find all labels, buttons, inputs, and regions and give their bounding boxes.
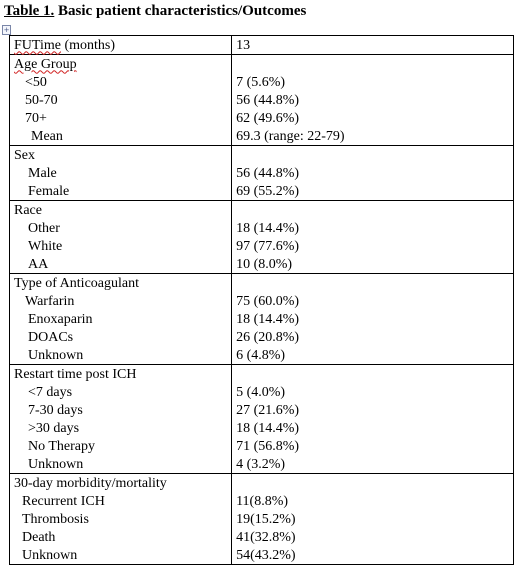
row-label: 50-70	[25, 92, 58, 108]
table-row	[10, 164, 514, 182]
row-value: 41(32.8%)	[232, 528, 514, 546]
table-row	[10, 292, 514, 310]
table-move-handle-icon[interactable]: +	[3, 26, 10, 34]
table-row	[10, 219, 514, 237]
table-row	[10, 73, 514, 91]
row-label: Warfarin	[25, 293, 75, 309]
row-label-cell	[10, 127, 232, 146]
empty-cell	[232, 365, 514, 384]
row-value: 56 (44.8%)	[232, 164, 514, 182]
row-label: No Therapy	[28, 438, 95, 454]
row-value: 56 (44.8%)	[232, 91, 514, 109]
row-label-cell	[10, 164, 232, 182]
empty-cell	[232, 146, 514, 165]
table-row	[10, 36, 514, 55]
table-row	[10, 255, 514, 274]
row-label: 70+	[25, 110, 47, 126]
table-row	[10, 328, 514, 346]
table-row	[10, 237, 514, 255]
section-header-row	[10, 55, 514, 74]
row-label-cell	[10, 255, 232, 274]
table-row	[10, 546, 514, 565]
row-value: 62 (49.6%)	[232, 109, 514, 127]
table-row	[10, 492, 514, 510]
empty-cell	[232, 55, 514, 74]
row-label-cell	[10, 383, 232, 401]
row-label-cell	[10, 510, 232, 528]
table-row	[10, 437, 514, 455]
row-label: Unknown	[28, 347, 84, 363]
row-label-cell	[10, 91, 232, 109]
row-label: Female	[28, 183, 70, 199]
row-label-cell	[10, 292, 232, 310]
table-row	[10, 510, 514, 528]
futime-label-a: FUTime	[14, 37, 61, 53]
race-header: Race	[10, 201, 232, 220]
table-row	[10, 528, 514, 546]
empty-cell	[232, 201, 514, 220]
futime-label	[10, 36, 232, 55]
row-value: 18 (14.4%)	[232, 219, 514, 237]
table-title	[4, 3, 306, 20]
row-value: 97 (77.6%)	[232, 237, 514, 255]
row-value: 5 (4.0%)	[232, 383, 514, 401]
row-value: 11(8.8%)	[232, 492, 514, 510]
restart-header: Restart time post ICH	[10, 365, 232, 384]
row-value: 6 (4.8%)	[232, 346, 514, 365]
row-label-cell	[10, 328, 232, 346]
sex-header: Sex	[10, 146, 232, 165]
age-group-header	[10, 55, 232, 74]
row-label: <50	[25, 74, 47, 90]
row-label-cell	[10, 346, 232, 365]
row-value: 54(43.2%)	[232, 546, 514, 565]
row-label-cell	[10, 73, 232, 91]
row-label-cell	[10, 492, 232, 510]
table-row	[10, 109, 514, 127]
row-label: Enoxaparin	[28, 311, 93, 327]
age-group-header-text: Age Group	[14, 56, 77, 72]
row-label-cell	[10, 310, 232, 328]
row-label-cell	[10, 237, 232, 255]
row-label: DOACs	[28, 329, 74, 345]
row-label-cell	[10, 419, 232, 437]
row-label: 7-30 days	[28, 402, 83, 418]
table-row	[10, 419, 514, 437]
table-row	[10, 182, 514, 201]
row-label: Death	[22, 529, 56, 545]
row-label-cell	[10, 182, 232, 201]
row-value: 7 (5.6%)	[232, 73, 514, 91]
row-label: Recurrent ICH	[22, 493, 105, 509]
row-label: Other	[28, 220, 60, 236]
table-row	[10, 127, 514, 146]
empty-cell	[232, 274, 514, 293]
row-value: 19(15.2%)	[232, 510, 514, 528]
anticoagulant-header: Type of Anticoagulant	[10, 274, 232, 293]
patient-characteristics-table	[9, 35, 514, 565]
row-label-cell	[10, 528, 232, 546]
row-value: 69 (55.2%)	[232, 182, 514, 201]
row-value: 4 (3.2%)	[232, 455, 514, 474]
row-label: Mean	[31, 128, 63, 144]
row-label: AA	[28, 256, 49, 272]
futime-value: 13	[232, 36, 514, 55]
row-label: <7 days	[28, 384, 73, 400]
section-header-row	[10, 146, 514, 165]
table-row	[10, 346, 514, 365]
section-header-row	[10, 274, 514, 293]
futime-label-b: (months)	[60, 37, 116, 53]
row-label: Male	[28, 165, 57, 181]
section-header-row	[10, 474, 514, 493]
section-header-row	[10, 365, 514, 384]
table-number: Table 1.	[4, 3, 55, 19]
outcomes-header: 30-day morbidity/mortality	[10, 474, 232, 493]
row-label-cell	[10, 109, 232, 127]
row-label: Unknown	[22, 547, 78, 563]
row-value: 69.3 (range: 22-79)	[232, 127, 514, 146]
table-caption: Basic patient characteristics/Outcomes	[54, 3, 307, 19]
table-row	[10, 310, 514, 328]
row-label-cell	[10, 455, 232, 474]
row-value: 26 (20.8%)	[232, 328, 514, 346]
empty-cell	[232, 474, 514, 493]
row-value: 18 (14.4%)	[232, 310, 514, 328]
table-row	[10, 383, 514, 401]
row-label-cell	[10, 219, 232, 237]
row-value: 75 (60.0%)	[232, 292, 514, 310]
table-row	[10, 401, 514, 419]
row-label-cell	[10, 401, 232, 419]
row-label-cell	[10, 437, 232, 455]
row-value: 18 (14.4%)	[232, 419, 514, 437]
row-label: White	[28, 238, 63, 254]
row-label-cell	[10, 546, 232, 565]
row-value: 10 (8.0%)	[232, 255, 514, 274]
row-label: Unknown	[28, 456, 84, 472]
row-value: 71 (56.8%)	[232, 437, 514, 455]
row-label: Thrombosis	[22, 511, 89, 527]
section-header-row	[10, 201, 514, 220]
row-value: 27 (21.6%)	[232, 401, 514, 419]
table-row	[10, 455, 514, 474]
row-label: >30 days	[28, 420, 80, 436]
table-row	[10, 91, 514, 109]
